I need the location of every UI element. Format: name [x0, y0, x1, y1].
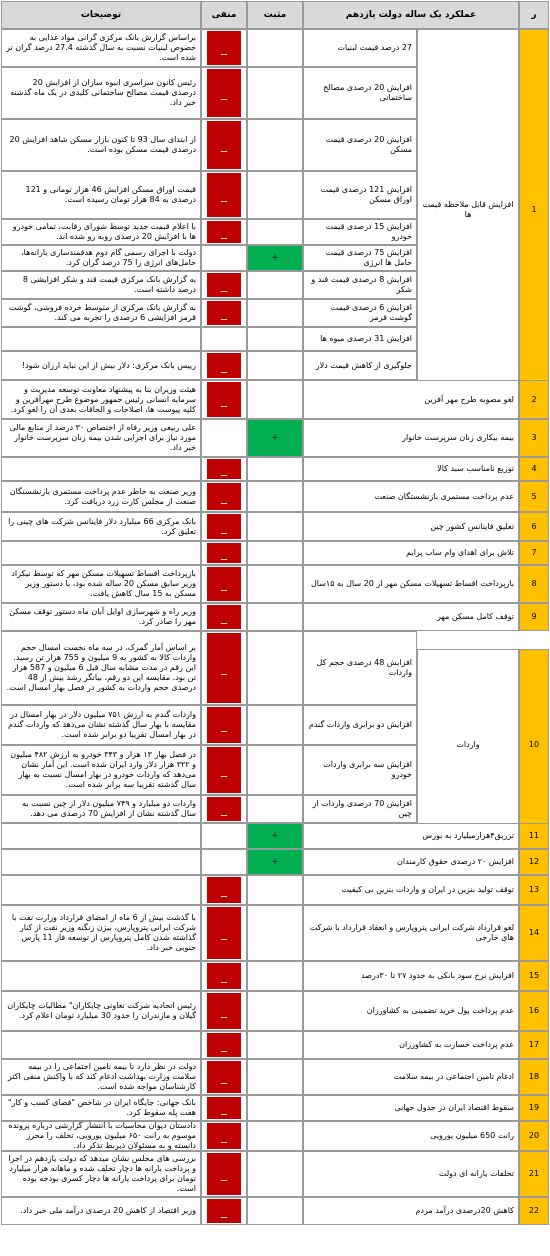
header-performance: عملکرد یک ساله دولت یازدهم	[303, 1, 519, 29]
negative-cell	[201, 905, 247, 961]
row-item: افزایش 75 درصدی قیمت حامل ها انرژی	[303, 245, 417, 271]
row-item: توزیع نامناسب سبد کالا	[303, 457, 519, 481]
negative-marker: _	[207, 1153, 241, 1195]
positive-cell-empty	[247, 1121, 303, 1151]
row-note: با اعلام قیمت جدید توسط شورای رقابت، تمامی خودرو ها با افزایش 20 درصدی روبه رو شده اند.	[1, 219, 201, 245]
row-note: رییس بانک مرکزی: دلار بیش از این نباید ارزان شود!	[1, 351, 201, 380]
row-note	[1, 457, 201, 481]
row-item: افزایش 70 درصدی واردات از چین	[303, 795, 417, 823]
row-note: بانک جهانی: جایگاه ایران در شاخص "فضای کسب و کار" هفت پله سقوط کرد.	[1, 1095, 201, 1121]
negative-marker: _	[207, 1199, 241, 1223]
positive-cell-empty	[247, 705, 303, 745]
row-number: 15	[519, 961, 549, 991]
row-number: 3	[519, 419, 549, 457]
positive-cell-empty	[247, 171, 303, 219]
group-10-number: 10	[519, 649, 549, 841]
negative-marker: _	[207, 301, 241, 325]
positive-marker: +	[247, 823, 303, 849]
negative-cell	[201, 631, 247, 705]
row-note: به گزارش بانک مرکزی از متوسط خرده فروشی، گوشت قرمز افزایشی 6 درصدی را تجربه می کند.	[1, 299, 201, 327]
row-item: 27 درصد قیمت لبنیات	[303, 29, 417, 67]
row-note	[1, 849, 201, 875]
row-number: 2	[519, 380, 549, 419]
positive-cell-empty	[247, 1031, 303, 1059]
negative-cell	[201, 271, 247, 299]
negative-cell	[201, 1031, 247, 1059]
negative-cell	[201, 541, 247, 565]
positive-cell-empty	[247, 327, 303, 351]
negative-cell	[201, 171, 247, 219]
row-note: براساس گزارش بانک مرکزی گرانی مواد غذایی به خصوص لبنیات نسبت به سال گذشته 27.4 درصد گران تر شده است.	[1, 29, 201, 67]
row-number: 8	[519, 565, 549, 603]
row-item: سقوط اقتصاد ایران در جدول جهانی	[303, 1095, 519, 1121]
performance-table	[1, 1, 549, 1254]
negative-marker: _	[207, 173, 241, 217]
row-number: 9	[519, 603, 549, 631]
negative-cell	[201, 29, 247, 67]
negative-cell	[201, 219, 247, 245]
row-number: 5	[519, 481, 549, 512]
header-notes: توضیحات	[1, 1, 201, 29]
row-number: 4	[519, 457, 549, 481]
negative-marker: _	[207, 707, 241, 743]
positive-cell-empty	[247, 271, 303, 299]
negative-marker: _	[207, 514, 241, 539]
row-item: عدم پرداخت پول خرید تضمینی به کشاورزان	[303, 991, 519, 1031]
row-note: رئیس اتحادیه شرکت تعاونی چایکاران" مطالبات چایکاران گیلان و مازندران را حدود 30 میلیارد تومان اعلام کرد.	[1, 991, 201, 1031]
positive-cell-empty	[247, 905, 303, 961]
row-item: عدم پرداخت مستمری بازنشستگان صنعت	[303, 481, 519, 512]
positive-cell-empty	[247, 299, 303, 327]
header-negative: منفی	[201, 1, 247, 29]
row-note: واردات دو میلیارد و ۷۴۹ میلیون دلار از چین نسبت به سال گذشته نشان از افزایش 70 درصدی می دهد.	[1, 795, 201, 823]
negative-marker: _	[207, 483, 241, 510]
negative-marker: _	[207, 797, 241, 821]
row-item: افزایش 6 درصدی قیمت گوشت قرمز	[303, 299, 417, 327]
negative-cell	[201, 351, 247, 380]
negative-cell	[201, 1059, 247, 1095]
row-note: بر اساس آمار گمرک، در سه ماه نخست امسال حجم واردات کالا به کشور به 9 میلیون و 755 هزار تن رسید. این رقم در مدت مشابه سال قبل 6 میلیون و 587 هزار تن بود. مقایسه این دو رقم، بیانگر رشد بیش از 48 درصدی حجم واردات به کشور در فصل بهار امسال است.	[1, 631, 201, 705]
row-item: جلوگیری از کاهش قیمت دلار	[303, 351, 417, 380]
group-10-title: واردات	[417, 649, 519, 841]
row-note: بازپرداخت اقساط تسهیلات مسکن مهر که توسط نیکزاد وزیر سابق مسکن 20 ساله شده بود، با دستور وزیر مسکن به 15 سال کاهش یافت.	[1, 565, 201, 603]
negative-cell	[201, 1121, 247, 1151]
positive-marker: +	[247, 419, 303, 457]
row-note: بررسی های مجلس نشان میدهد که دولت یازدهم در اجرا و پرداخت یارانه ها دچار تخلف شده و ماهانه هزار میلیارد تومان برای پرداخت یارانه ها دچار کسری بودجه بوده است.	[1, 1151, 201, 1197]
negative-marker: _	[207, 567, 241, 601]
positive-cell-empty	[247, 380, 303, 419]
negative-marker: _	[207, 382, 241, 417]
row-item: تزریق۴هزارمیلیارد به بورس	[303, 823, 519, 849]
row-number: 18	[519, 1059, 549, 1095]
row-note: قیمت اوراق مسکن افزایش 46 هزار تومانی و 121 درصدی به 84 هزار تومان رسیده است.	[1, 171, 201, 219]
positive-cell-empty	[247, 1059, 303, 1095]
header-row-number: ر	[519, 1, 549, 29]
row-note: رئیس کانون سراسری انبوه سازان از افزایش 20 درصدی قیمت مصالح ساختمانی کلیدی در یک ماه گذشته خبر داد.	[1, 67, 201, 119]
negative-cell	[201, 457, 247, 481]
negative-cell-empty	[201, 245, 247, 271]
row-note: وزیر صنعت به خاطر عدم پرداخت مستمری بازنشستگان صنعت از مجلس کارت زرد دریافت کرد.	[1, 481, 201, 512]
row-note: وزیر راه و شهرسازی اوایل آبان ماه دستور توقف مسکن مهر را صادر کرد.	[1, 603, 201, 631]
negative-cell	[201, 299, 247, 327]
positive-cell-empty	[247, 961, 303, 991]
row-item: افزایش نرخ سود بانکی به حدود ۲۷ تا ۳۰درصد	[303, 961, 519, 991]
positive-cell-empty	[247, 219, 303, 245]
positive-cell-empty	[247, 565, 303, 603]
negative-marker: _	[207, 1123, 241, 1149]
row-note: دولت با اجرای رسمی گام دوم هدفمندسازی یارانه‌ها، حامل‌های انرژی را 75 درصد گران کرد.	[1, 245, 201, 271]
negative-marker: _	[207, 993, 241, 1029]
positive-cell-empty	[247, 481, 303, 512]
row-note: بانک مرکزی 66 میلیارد دلار فاینانس شرکت های چینی را تعلیق کرد.	[1, 512, 201, 541]
row-note: واردات گندم به ارزش ۷۵۱ میلیون دلار در بهار امسال در مقایسه با بهار سال گذشته نشان می‌دهد که واردات گندم در بهار امسال تقریبا دو برابر شده است.	[1, 705, 201, 745]
negative-marker: _	[207, 273, 241, 297]
positive-cell-empty	[247, 1151, 303, 1197]
row-note	[1, 1031, 201, 1059]
row-note: هیئت وزیران بنا به پیشنهاد معاونت توسعه مدیریت و سرمایه انسانی رئیس جمهور موضوع طرح مهرآفرین و کلیه پیوست ها، اصلاحات و الحاقات بعدی آن را لغو کرد.	[1, 380, 201, 419]
positive-cell-empty	[247, 631, 303, 705]
row-item: افزایش 20 درصدی مصالح ساختمانی	[303, 67, 417, 119]
row-item: افزایش 20 درصدی قیمت مسکن	[303, 119, 417, 171]
row-note: علی ربیعی وزیر رفاه از اختصاص ۳۰ درصد از منابع مالی مورد نیاز برای اجرایی شدن بیمه زنان سرپرست خانوار خبر داد.	[1, 419, 201, 457]
group-1-title: افزایش قابل ملاحظه قیمت ها	[417, 29, 519, 390]
row-note	[1, 541, 201, 565]
positive-cell-empty	[247, 991, 303, 1031]
row-item: بیمه بیکاری زنان سرپرست خانوار	[303, 419, 519, 457]
positive-cell-empty	[247, 351, 303, 380]
positive-marker: +	[247, 245, 303, 271]
row-number: 22	[519, 1197, 549, 1225]
row-item: افزایش 48 درصدی حجم کل واردات	[303, 631, 417, 705]
row-note: در فصل بهار ۱۳ هزار و ۳۴۳ خودرو به ارزش ۴۸۲ میلیون و ۳۲۲ هزار دلار وارد ایران شده است. این آمار نشان می‌دهد که واردات خودرو در بهار امسال نسبت به بهار سال گذشته تقریبا سه برابر شده است.	[1, 745, 201, 795]
row-number: 16	[519, 991, 549, 1031]
row-note: دادستان دیوان محاسبات با انتشار گزارشی درباره پرونده موسوم به رانت ۶۵۰ میلیون یورویی، تخلف را محرز دانسته و به مسئولان ذیربط تذکر داد.	[1, 1121, 201, 1151]
negative-cell	[201, 380, 247, 419]
row-number: 20	[519, 1121, 549, 1151]
row-number: 7	[519, 541, 549, 565]
row-item: افزایش ۲۰ درصدی حقوق کارمندان	[303, 849, 519, 875]
positive-cell-empty	[247, 541, 303, 565]
positive-cell-empty	[247, 603, 303, 631]
negative-cell	[201, 512, 247, 541]
positive-cell-empty	[247, 795, 303, 823]
positive-cell-empty	[247, 745, 303, 795]
negative-marker: _	[207, 963, 241, 989]
row-note: وزیر اقتصاد از کاهش 20 درصدی درآمد ملی خبر داد.	[1, 1197, 201, 1225]
positive-cell-empty	[247, 29, 303, 67]
negative-marker: _	[207, 353, 241, 378]
positive-cell-empty	[247, 512, 303, 541]
negative-cell-empty	[201, 823, 247, 849]
negative-marker: _	[207, 605, 241, 629]
row-item: تخلفات یارانه ای دولت	[303, 1151, 519, 1197]
negative-marker: _	[207, 1097, 241, 1119]
row-number: 19	[519, 1095, 549, 1121]
negative-marker: _	[207, 633, 241, 703]
row-note: به گزارش بانک مرکزی قیمت قند و شکر افزایشی 8 درصد داشته است.	[1, 271, 201, 299]
header-positive: مثبت	[247, 1, 303, 29]
row-item: افزایش دو برابری واردات گندم	[303, 705, 417, 745]
row-number: 11	[519, 823, 549, 849]
negative-marker: _	[207, 543, 241, 563]
negative-marker: _	[207, 1061, 241, 1093]
negative-cell	[201, 1151, 247, 1197]
positive-marker: +	[247, 849, 303, 875]
negative-cell	[201, 119, 247, 171]
row-note	[1, 327, 201, 351]
negative-marker: _	[207, 31, 241, 65]
row-item: ادغام تامین اجتماعی در بیمه سلامت	[303, 1059, 519, 1095]
row-number: 14	[519, 905, 549, 961]
row-item: افزایش 15 درصدی قیمت خودرو	[303, 219, 417, 245]
positive-cell-empty	[247, 457, 303, 481]
row-number: 13	[519, 875, 549, 905]
row-item: توقف کامل مسکن مهر	[303, 603, 519, 631]
negative-cell	[201, 565, 247, 603]
row-item: عدم پرداخت خسارت به کشاورزان	[303, 1031, 519, 1059]
negative-cell	[201, 991, 247, 1031]
row-number: 21	[519, 1151, 549, 1197]
positive-cell-empty	[247, 1197, 303, 1225]
row-item: توقف تولید بنزین در ایران و واردات بنزین بی کیفیت	[303, 875, 519, 905]
negative-marker: _	[207, 459, 241, 479]
row-item: افزایش 31 درصدی میوه ها	[303, 327, 417, 351]
row-number: 12	[519, 849, 549, 875]
negative-cell	[201, 745, 247, 795]
negative-cell-empty	[201, 849, 247, 875]
row-note	[1, 875, 201, 905]
negative-marker: _	[207, 121, 241, 169]
positive-cell-empty	[247, 1095, 303, 1121]
positive-cell-empty	[247, 67, 303, 119]
row-item: لغو قرارداد شرکت ایرانی پتروپارس و انعقاد قرارداد با شرکت های خارجی	[303, 905, 519, 961]
negative-marker: _	[207, 877, 241, 903]
row-note: از ابتدای سال 93 تا کنون بازار مسکن شاهد افزایش 20 درصدی قیمت مسکن بوده است.	[1, 119, 201, 171]
negative-cell	[201, 1197, 247, 1225]
row-item: تلاش برای اهدای وام ساب پرایم	[303, 541, 519, 565]
group-1-number: 1	[519, 29, 549, 390]
negative-cell	[201, 961, 247, 991]
row-item: کاهش 20درصدی درآمد مردم	[303, 1197, 519, 1225]
row-number: 6	[519, 512, 549, 541]
negative-cell	[201, 67, 247, 119]
negative-cell	[201, 705, 247, 745]
row-note	[1, 823, 201, 849]
negative-marker: _	[207, 1033, 241, 1057]
negative-marker: _	[207, 69, 241, 117]
row-item: تعلیق فاینانس کشور چین	[303, 512, 519, 541]
negative-cell	[201, 875, 247, 905]
row-item: افزایش 121 درصدی قیمت اوراق مسکن	[303, 171, 417, 219]
negative-marker: _	[207, 221, 241, 243]
row-item: رانت 650 میلیون یورویی	[303, 1121, 519, 1151]
negative-marker: _	[207, 907, 241, 959]
negative-marker: _	[207, 747, 241, 793]
row-note: دولت در نظر دارد تا بیمه تامین اجتماعی را در بیمه سلامت وزارت بهداشت ادغام کند که با واکنش منفی اکثر کارشناسان مواجه شده است.	[1, 1059, 201, 1095]
row-item: افزایش سه برابری واردات خودرو	[303, 745, 417, 795]
row-note	[1, 961, 201, 991]
row-item: لغو مصوبه طرح مهر آفرین	[303, 380, 519, 419]
negative-cell	[201, 795, 247, 823]
row-item: افزایش 8 درصدی قیمت قند و شکر	[303, 271, 417, 299]
row-item: بازپرداخت اقساط تسهیلات مسکن مهر از 20 سال به ۱۵سال	[303, 565, 519, 603]
row-note: با گذشت بیش از 6 ماه از امضای قرارداد وزارت نفت با شرکت ایرانی پتروپارس، بیژن زنگنه وزیر نفت از کنار گذاشته شدن کامل پتروپارس از توسعه فاز 11 پارس جنوبی خبر داد.	[1, 905, 201, 961]
negative-cell	[201, 1095, 247, 1121]
negative-cell	[201, 603, 247, 631]
negative-cell	[201, 481, 247, 512]
negative-cell-empty	[201, 327, 247, 351]
positive-cell-empty	[247, 119, 303, 171]
positive-cell-empty	[247, 875, 303, 905]
row-number: 17	[519, 1031, 549, 1059]
negative-cell-empty	[201, 419, 247, 457]
